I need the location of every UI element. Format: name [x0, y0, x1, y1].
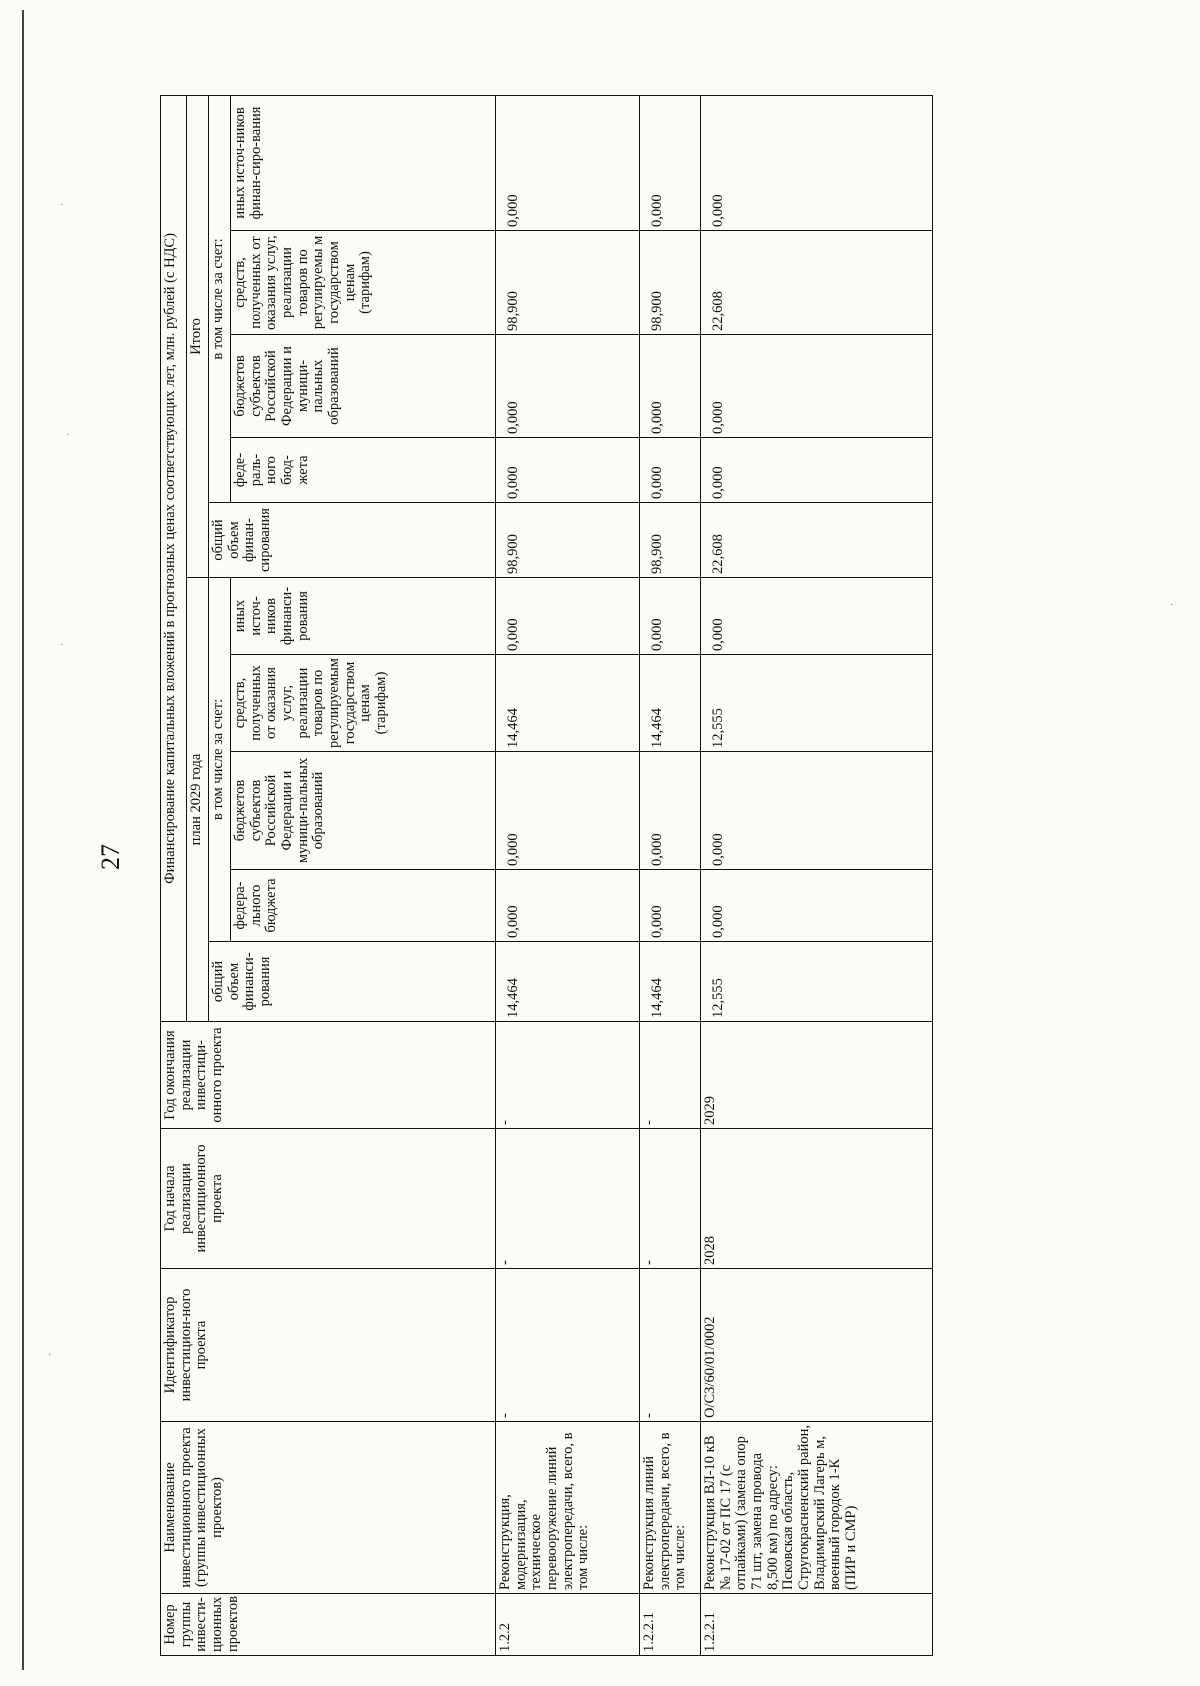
- cell-plan-regional: 0,000: [496, 752, 640, 870]
- cell-itogo-tariff: 22,608: [701, 231, 933, 335]
- cell-end-year: 2029: [701, 1022, 933, 1129]
- header-total: Итого: [187, 95, 209, 577]
- cell-identifier: О/СЗ/60/01/0002: [701, 1269, 933, 1422]
- cell-start-year: -: [640, 1129, 701, 1269]
- header-financing: Финансирование капитальных вложений в прогнозных ценах соответствующих лет, млн. рублей (с НДС): [161, 95, 187, 1021]
- cell-plan-tariff: 14,464: [496, 655, 640, 752]
- header-plan-other: иных источ-ников финанси-рования: [231, 578, 496, 655]
- cell-end-year: -: [496, 1022, 640, 1129]
- header-itogo-tariff: средств, полученных от оказания услуг, реализации товаров по регулируемы м государством ценам (тарифам): [231, 231, 496, 335]
- header-itogo-regional: бюджетов субъектов Российской Федерации и муници-пальных образований: [231, 335, 496, 438]
- cell-plan-federal: 0,000: [701, 870, 933, 942]
- header-plan-total-volume: общий объем финанси-рования: [209, 942, 496, 1022]
- cell-itogo-total: 22,608: [701, 503, 933, 578]
- cell-itogo-tariff: 98,900: [640, 231, 701, 335]
- cell-plan-federal: 0,000: [640, 870, 701, 942]
- scan-speck: ·: [1170, 600, 1174, 611]
- cell-plan-total: 12,555: [701, 942, 933, 1022]
- header-itogo-federal: феде-раль-ного бюд-жета: [231, 438, 496, 503]
- header-group-number: Номер группы инвести-ционных проектов: [161, 1594, 496, 1656]
- header-end-year: Год окончания реализации инвестици-онного проекта: [161, 1022, 496, 1129]
- cell-group-number: 1.2.2: [496, 1594, 640, 1656]
- cell-itogo-federal: 0,000: [496, 438, 640, 503]
- header-start-year: Год начала реализации инвестиционного проекта: [161, 1129, 496, 1269]
- cell-plan-federal: 0,000: [496, 870, 640, 942]
- financing-table: [160, 95, 933, 1656]
- cell-plan-other: 0,000: [701, 578, 933, 655]
- cell-group-number: 1.2.2.1: [640, 1594, 701, 1656]
- scan-speck: ·: [60, 200, 64, 211]
- page-number: 27: [96, 844, 125, 870]
- header-plan-including: в том числе за счет:: [209, 578, 231, 942]
- cell-itogo-total: 98,900: [640, 503, 701, 578]
- header-itogo-total-volume: общий объем финан-сирования: [209, 503, 496, 578]
- scan-edge-line: [22, 10, 24, 1670]
- table-row: [496, 95, 640, 1655]
- header-itogo-other: иных источ-ников финан-сиро-вания: [231, 95, 496, 230]
- header-identifier: Идентификатор инвестицион-ного проекта: [161, 1269, 496, 1422]
- header-project-name: Наименование инвестиционного проекта (группы инвестиционных проектов): [161, 1422, 496, 1594]
- cell-itogo-other: 0,000: [701, 95, 933, 230]
- header-plan-regional: бюджетов субъектов Российской Федерации и муници-пальных образований: [231, 752, 496, 870]
- cell-plan-regional: 0,000: [701, 752, 933, 870]
- cell-itogo-other: 0,000: [496, 95, 640, 230]
- cell-itogo-regional: 0,000: [640, 335, 701, 438]
- cell-project-name: Реконструкция линий электропередачи, всего, в том числе:: [640, 1422, 701, 1594]
- table-row: [640, 95, 701, 1655]
- cell-plan-other: 0,000: [496, 578, 640, 655]
- cell-project-name: Реконструкция ВЛ-10 кВ № 17-02 от ПС 17 (с отпайками) (замена опор 71 шт, замена провода 8,500 км) по адресу: Псковская область, Стругокрасненский район, Владимирский Лагерь м, военный городок 1-К (ПИР и СМР): [701, 1422, 933, 1594]
- cell-identifier: -: [496, 1269, 640, 1422]
- scan-speck: ·: [48, 1350, 52, 1361]
- cell-plan-tariff: 14,464: [640, 655, 701, 752]
- cell-itogo-regional: 0,000: [701, 335, 933, 438]
- cell-identifier: -: [640, 1269, 701, 1422]
- cell-itogo-total: 98,900: [496, 503, 640, 578]
- cell-plan-total: 14,464: [496, 942, 640, 1022]
- cell-plan-other: 0,000: [640, 578, 701, 655]
- cell-itogo-other: 0,000: [640, 95, 701, 230]
- header-plan-tariff: средств, полученных от оказания услуг, реализации товаров по регулируемым государством ценам (тарифам): [231, 655, 496, 752]
- cell-plan-total: 14,464: [640, 942, 701, 1022]
- cell-start-year: 2028: [701, 1129, 933, 1269]
- rotated-table-container: [160, 96, 932, 1656]
- header-row-1: [161, 95, 187, 1655]
- cell-plan-regional: 0,000: [640, 752, 701, 870]
- cell-itogo-federal: 0,000: [640, 438, 701, 503]
- cell-project-name: Реконструкция, модернизация, техническое перевооружение линий электропередачи, всего, в том числе:: [496, 1422, 640, 1594]
- cell-end-year: -: [640, 1022, 701, 1129]
- cell-itogo-tariff: 98,900: [496, 231, 640, 335]
- scan-speck: ·: [66, 430, 70, 441]
- cell-start-year: -: [496, 1129, 640, 1269]
- scan-speck: ·: [60, 640, 64, 651]
- header-itogo-including: в том числе за счет:: [209, 95, 231, 502]
- cell-itogo-regional: 0,000: [496, 335, 640, 438]
- cell-itogo-federal: 0,000: [701, 438, 933, 503]
- cell-plan-tariff: 12,555: [701, 655, 933, 752]
- cell-group-number: 1.2.2.1: [701, 1594, 933, 1656]
- header-plan-federal: федера-льного бюджета: [231, 870, 496, 942]
- header-plan-2029: план 2029 года: [187, 578, 209, 1022]
- table-row: [701, 95, 933, 1655]
